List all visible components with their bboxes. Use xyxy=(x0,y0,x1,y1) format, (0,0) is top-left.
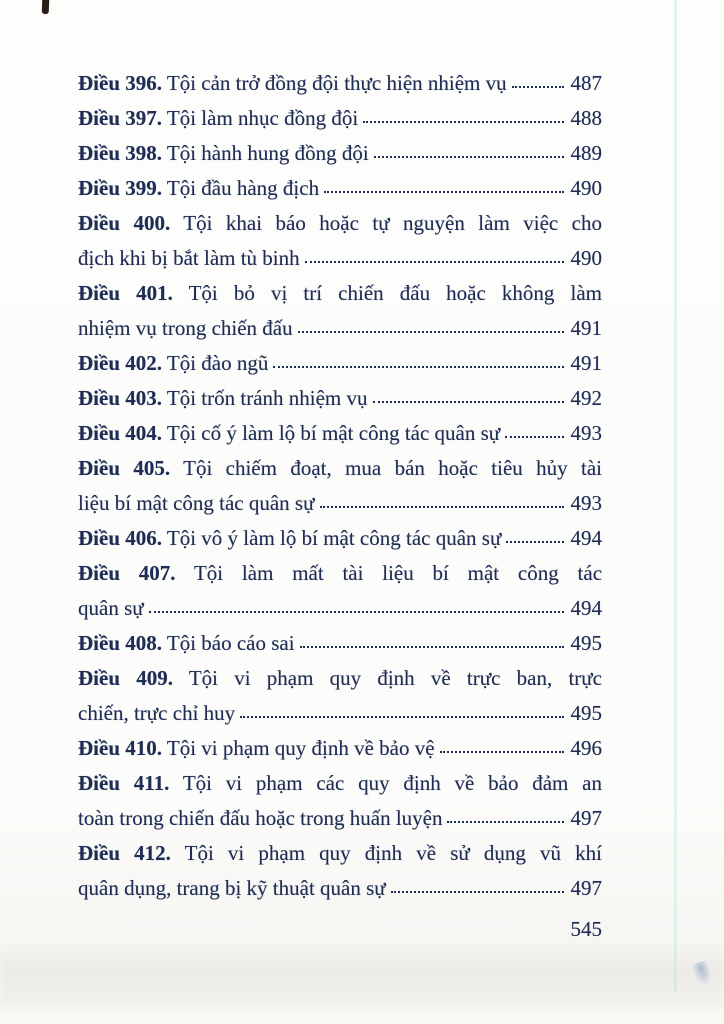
toc-line xyxy=(78,101,602,136)
toc-entry xyxy=(78,556,602,626)
dot-leader xyxy=(512,86,564,88)
entry-title: Điều 399. Tội đầu hàng địch xyxy=(78,176,320,200)
toc-line: Điều 412. Tội vi phạm quy định về sử dụng vũ khí xyxy=(78,841,602,865)
dot-leader xyxy=(447,821,563,823)
entry-title: Điều 398. Tội hành hung đồng đội xyxy=(78,141,369,165)
toc-line xyxy=(78,521,602,556)
entry-title: chiến, trực chỉ huy xyxy=(78,701,236,725)
page-number: 545 xyxy=(570,917,602,941)
toc-line xyxy=(78,311,602,346)
toc-entry xyxy=(78,836,602,906)
dot-leader xyxy=(305,261,564,263)
entry-page-number: 496 xyxy=(570,736,602,760)
entry-label: Điều 406. xyxy=(78,526,162,550)
toc-line xyxy=(78,346,602,381)
entry-title: địch khi bị bắt làm tù binh xyxy=(78,246,300,270)
toc-line: Điều 405. Tội chiếm đoạt, mua bán hoặc tiêu hủy tài xyxy=(78,456,603,480)
entry-title: Điều 410. Tội vi phạm quy định về bảo vệ xyxy=(78,736,435,760)
toc-line: Điều 407. Tội làm mất tài liệu bí mật công tác xyxy=(78,561,603,585)
toc-entry xyxy=(78,101,602,136)
entry-title: quân sự xyxy=(78,596,144,620)
dot-leader xyxy=(298,331,564,333)
toc-entry xyxy=(78,346,602,381)
entry-label: Điều 402. xyxy=(78,351,162,375)
entry-page-number: 490 xyxy=(570,246,602,270)
entry-title: Điều 402. Tội đào ngũ xyxy=(78,351,269,375)
toc-line: Điều 411. Tội vi phạm các quy định về bảo đảm an xyxy=(78,771,602,795)
entry-title: Điều 404. Tội cố ý làm lộ bí mật công tác quân sự xyxy=(78,421,501,445)
entry-page-number: 488 xyxy=(570,106,602,130)
entry-page-number: 491 xyxy=(570,316,602,340)
toc-entry xyxy=(78,171,602,206)
dot-leader xyxy=(373,401,564,403)
dot-leader xyxy=(374,156,564,158)
toc-line xyxy=(78,416,602,451)
page-footer xyxy=(78,912,602,947)
entry-label: Điều 397. xyxy=(78,106,162,130)
entry-label: Điều 411. xyxy=(78,771,170,795)
toc-entry xyxy=(78,276,602,346)
toc-line xyxy=(78,486,602,521)
dot-leader xyxy=(391,891,564,893)
toc-entry xyxy=(78,521,602,556)
entry-label: Điều 410. xyxy=(78,736,162,760)
toc-line xyxy=(78,626,602,661)
entry-title: nhiệm vụ trong chiến đấu xyxy=(78,316,293,340)
toc-line xyxy=(78,591,602,626)
toc-line: Điều 401. Tội bỏ vị trí chiến đấu hoặc không làm xyxy=(78,281,603,305)
entry-label: Điều 405. xyxy=(78,456,171,480)
entry-page-number: 497 xyxy=(570,876,602,900)
toc-line xyxy=(78,241,602,276)
entry-page-number: 491 xyxy=(570,351,602,375)
entry-label: Điều 399. xyxy=(78,176,162,200)
entry-page-number: 489 xyxy=(570,141,602,165)
entry-page-number: 493 xyxy=(570,491,602,515)
toc-line xyxy=(78,381,602,416)
entry-page-number: 494 xyxy=(570,596,602,620)
entry-title: Điều 397. Tội làm nhục đồng đội xyxy=(78,106,359,130)
entry-page-number: 492 xyxy=(570,386,602,410)
entry-label: Điều 401. xyxy=(78,281,173,305)
entry-page-number: 487 xyxy=(570,71,602,95)
dot-leader xyxy=(440,751,564,753)
toc-entry xyxy=(78,381,602,416)
entry-page-number: 494 xyxy=(570,526,602,550)
entry-page-number: 495 xyxy=(570,631,602,655)
entry-label: Điều 412. xyxy=(78,841,171,865)
scan-bottom-shadow xyxy=(0,942,724,1008)
toc-line xyxy=(78,871,602,906)
toc-line xyxy=(78,801,602,836)
toc-line xyxy=(78,171,602,206)
entry-label: Điều 408. xyxy=(78,631,162,655)
toc-entry xyxy=(78,661,602,731)
toc-entry xyxy=(78,206,602,276)
entry-label: Điều 409. xyxy=(78,666,173,690)
entry-label: Điều 407. xyxy=(78,561,176,585)
dot-leader xyxy=(363,121,563,123)
entry-label: Điều 396. xyxy=(78,71,162,95)
entry-label: Điều 400. xyxy=(78,211,171,235)
scan-edge-line xyxy=(674,0,677,992)
entry-label: Điều 403. xyxy=(78,386,162,410)
entry-page-number: 490 xyxy=(570,176,602,200)
entry-title: Điều 408. Tội báo cáo sai xyxy=(78,631,295,655)
toc-entry xyxy=(78,766,602,836)
dot-leader xyxy=(240,716,563,718)
toc-line xyxy=(78,136,602,171)
entry-title: Điều 403. Tội trốn tránh nhiệm vụ xyxy=(78,386,368,410)
entry-title: Điều 406. Tội vô ý làm lộ bí mật công tác quân sự xyxy=(78,526,502,550)
entry-title: quân dụng, trang bị kỹ thuật quân sự xyxy=(78,876,386,900)
entry-page-number: 493 xyxy=(570,421,602,445)
toc-entry xyxy=(78,626,602,661)
toc-entry xyxy=(78,416,602,451)
toc-line: Điều 400. Tội khai báo hoặc tự nguyện làm việc cho xyxy=(78,211,602,235)
entry-title: toàn trong chiến đấu hoặc trong huấn luyện xyxy=(78,806,443,830)
dot-leader xyxy=(320,506,564,508)
toc-entry xyxy=(78,136,602,171)
dot-leader xyxy=(506,541,563,543)
entry-page-number: 497 xyxy=(570,806,602,830)
dot-leader xyxy=(300,646,564,648)
toc-entry xyxy=(78,731,602,766)
dot-leader xyxy=(324,191,563,193)
scan-artifact-mark xyxy=(42,0,50,14)
entry-page-number: 495 xyxy=(570,701,602,725)
entry-label: Điều 404. xyxy=(78,421,162,445)
toc-line xyxy=(78,66,602,101)
entry-title: Điều 396. Tội cản trở đồng đội thực hiện nhiệm vụ xyxy=(78,71,507,95)
table-of-contents xyxy=(78,66,602,906)
dot-leader xyxy=(273,366,563,368)
dot-leader xyxy=(505,436,563,438)
entry-label: Điều 398. xyxy=(78,141,162,165)
toc-line xyxy=(78,696,602,731)
entry-title: liệu bí mật công tác quân sự xyxy=(78,491,315,515)
dot-leader xyxy=(149,611,564,613)
toc-entry xyxy=(78,451,602,521)
toc-entry xyxy=(78,66,602,101)
toc-line xyxy=(78,731,602,766)
toc-line: Điều 409. Tội vi phạm quy định về trực ban, trực xyxy=(78,666,602,690)
